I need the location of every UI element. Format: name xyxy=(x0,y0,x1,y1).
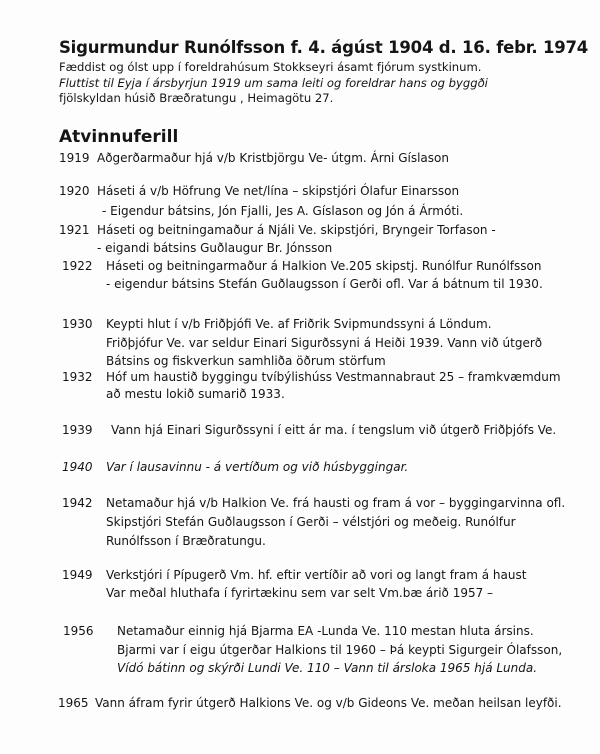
entry-line: - Eigendur bátsins, Jón Fjalli, Jes A. Gíslason og Jón á Ármóti. xyxy=(102,204,464,218)
entry-year: 1922 xyxy=(62,259,93,273)
entry-year: 1919 xyxy=(59,151,90,165)
entry-line: Friðþjófur Ve. var seldur Einari Sigurðssyni á Heiði 1939. Vann við útgerð xyxy=(106,336,543,350)
entry-line: Skipstjóri Stefán Guðlaugsson í Gerði – vélstjóri og meðeig. Runólfur xyxy=(106,515,516,529)
entry-line: Bátsins og fiskverkun samhliða öðrum störfum xyxy=(106,354,386,368)
entry-year: 1921 xyxy=(59,223,90,237)
intro-line: fjölskyldan húsið Bræðratungu , Heimagötu 27. xyxy=(59,91,334,105)
entry-year: 1965 xyxy=(58,696,89,710)
entry-line: Háseti og beitningarmaður á Halkion Ve.205 skipstj. Runólfur Runólfsson xyxy=(106,259,542,273)
entry-line: Bjarmi var í eigu útgerðar Halkions til 1960 – Þá keypti Sigurgeir Ólafsson, xyxy=(117,643,563,657)
entry-line: Netamaður einnig hjá Bjarma EA -Lunda Ve. 110 mestan hluta ársins. xyxy=(117,624,534,638)
entry-line: Verkstjóri í Pípugerð Vm. hf. eftir vertíðir að vori og langt fram á haust xyxy=(106,568,527,582)
page-title: Sigurmundur Runólfsson f. 4. ágúst 1904 d. 16. febr. 1974 xyxy=(59,38,589,57)
entry-line: Háseti og beitningamaður á Njáli Ve. skipstjóri, Bryngeir Torfason - xyxy=(97,223,496,237)
section-heading: Atvinnuferill xyxy=(59,127,179,147)
entry-year: 1949 xyxy=(62,568,93,582)
entry-year: 1932 xyxy=(62,370,93,384)
entry-year: 1940 xyxy=(62,460,93,474)
entry-line: Vann áfram fyrir útgerð Halkions Ve. og v/b Gideons Ve. meðan heilsan leyfði. xyxy=(95,696,562,710)
entry-year: 1939 xyxy=(62,423,93,437)
intro-line: Fæddist og ólst upp í foreldrahúsum Stokkseyri ásamt fjórum systkinum. xyxy=(59,60,482,74)
entry-year: 1942 xyxy=(62,496,93,510)
entry-line: Vann hjá Einari Sigurðssyni í eitt ár ma. í tengslum við útgerð Friðþjófs Ve. xyxy=(111,423,557,437)
entry-year: 1956 xyxy=(63,624,94,638)
entry-line: Var meðal hluthafa í fyrirtækinu sem var selt Vm.bæ árið 1957 – xyxy=(106,586,494,600)
entry-line: Runólfsson í Bræðratungu. xyxy=(106,534,266,548)
entry-line: - eigandi bátsins Guðlaugur Br. Jónsson xyxy=(97,241,333,255)
intro-paragraph xyxy=(59,60,579,107)
entry-line: Var í lausavinnu - á vertíðum og við húsbyggingar. xyxy=(106,460,409,474)
entry-line: Aðgerðarmaður hjá v/b Kristbjörgu Ve- útgm. Árni Gíslason xyxy=(97,151,449,165)
intro-line: Fluttist til Eyja í ársbyrjun 1919 um sama leiti og foreldrar hans og byggði xyxy=(59,75,488,90)
entry-line: - eigendur bátsins Stefán Guðlaugsson í Gerði ofl. Var á bátnum til 1930. xyxy=(106,277,543,291)
entry-year: 1920 xyxy=(59,184,90,198)
entry-year: 1930 xyxy=(62,317,93,331)
entry-line: Háseti á v/b Höfrung Ve net/lína – skipstjóri Ólafur Einarsson xyxy=(97,184,460,198)
entry-line: Hóf um haustið byggingu tvíbýlishúss Vestmannabraut 25 – framkvæmdum xyxy=(106,370,561,384)
entry-line: Keypti hlut í v/b Friðþjófi Ve. af Friðrik Svipmundssyni á Löndum. xyxy=(106,317,492,331)
entry-line: Vídó bátinn og skýrði Lundi Ve. 110 – Vann til ársloka 1965 hjá Lunda. xyxy=(117,661,538,675)
entry-line: Netamaður hjá v/b Halkion Ve. frá hausti og fram á vor – byggingarvinna ofl. xyxy=(106,496,566,510)
entry-line: að mestu lokið sumarið 1933. xyxy=(106,387,285,401)
